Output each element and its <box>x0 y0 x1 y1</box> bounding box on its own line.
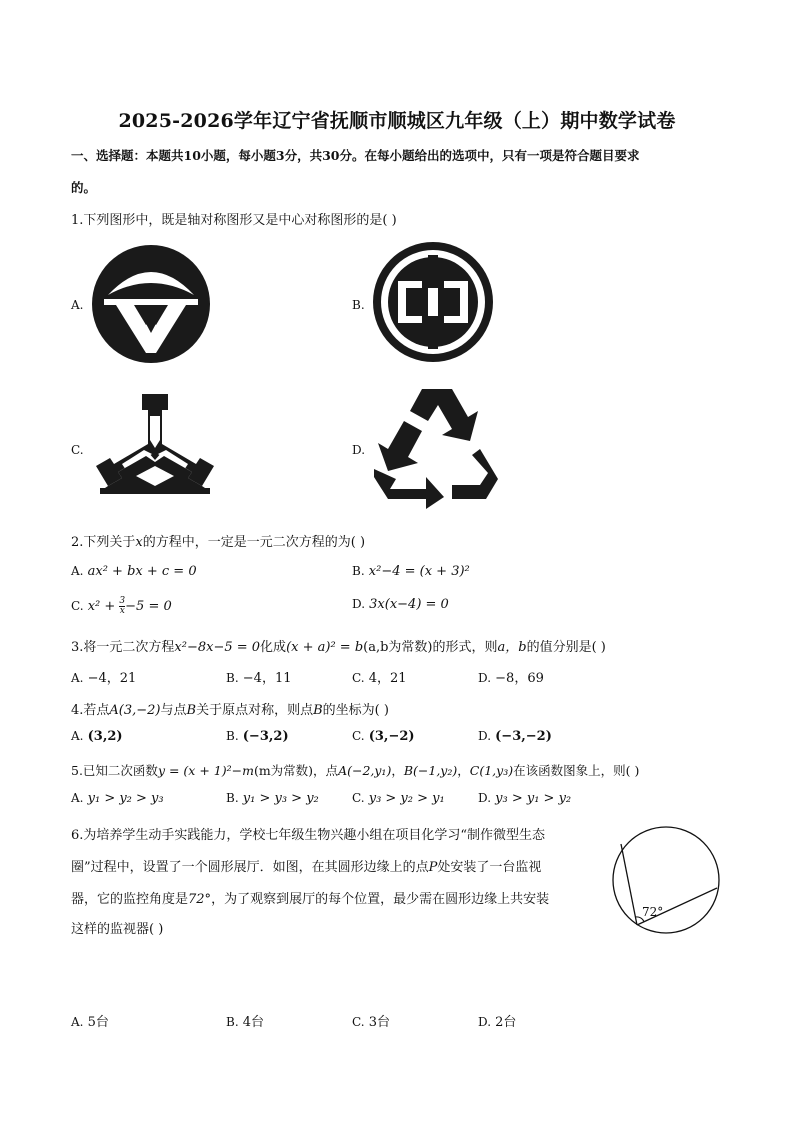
q4-stem-pre: 4.若点 <box>71 703 110 718</box>
q4-option-a-value: (3,2) <box>87 729 123 744</box>
q5-stem-pre: 5.已知二次函数 <box>71 763 158 778</box>
q5-option-d-label: D. <box>478 791 492 805</box>
q2-stem-post: 的方程中，一定是一元二次方程的为( ) <box>142 535 366 550</box>
q5-stem: 5.已知二次函数y = (x + 1)²−m(m为常数)，点A(−2,y₁)，B(−1,y₂)，C(1,y₃)在该函数图象上，则( ) <box>71 763 640 778</box>
q3-stem <box>71 636 606 655</box>
q5-option-d <box>478 791 571 806</box>
q5-point-a: A(−2,y₁) <box>338 763 392 778</box>
q6-line2-post: 处安装了一台监视 <box>437 860 542 875</box>
circle-angle-figure <box>604 824 724 936</box>
q5-option-d-value: y₃ > y₁ > y₂ <box>495 791 572 806</box>
q4-option-d <box>478 729 552 744</box>
q6-option-c <box>352 1011 390 1030</box>
q3-vars: a，b <box>497 640 527 655</box>
q5-func: y = (x + 1)²−m <box>157 763 254 778</box>
q2-option-d <box>352 597 449 612</box>
q6-line3 <box>71 888 549 907</box>
q3-option-a-label: A. <box>71 671 84 685</box>
q6-line2 <box>71 856 541 875</box>
figure-angle-label: 72° <box>642 905 664 919</box>
q3-stem-post: 的形式，则 <box>432 640 498 655</box>
q2-option-b <box>352 564 470 579</box>
q2-option-a-expr: ax² + bx + c = 0 <box>87 564 197 579</box>
q2-option-c-label: C. <box>71 599 84 613</box>
recycle-icon <box>370 385 504 511</box>
q3-eq2: (x + a)² = b <box>286 640 364 655</box>
q6-option-c-value: 3台 <box>368 1015 390 1030</box>
q4-point-a: A(3,−2) <box>109 703 161 718</box>
q6-line2-var: P <box>428 860 438 875</box>
q5-comma: ，点 <box>313 763 339 778</box>
q6-option-d-value: 2台 <box>495 1015 517 1030</box>
logo-circle-v-icon <box>90 243 212 365</box>
q4-b2: B <box>313 703 323 718</box>
q4-option-c-value: (3,−2) <box>368 729 415 744</box>
q4-mid2: 关于原点对称，则点 <box>196 703 314 718</box>
q5-option-b-label: B. <box>226 791 239 805</box>
q4-option-a-label: A. <box>71 729 84 743</box>
q5-option-a-label: A. <box>71 791 84 805</box>
q6-option-a-value: 5台 <box>87 1015 109 1030</box>
q6-line3-angle: 72° <box>188 892 212 907</box>
q3-eq1: x²−8x−5 = 0 <box>174 640 261 655</box>
q2-option-d-expr: 3x(x−4) = 0 <box>369 597 449 612</box>
q4-option-b <box>226 729 289 744</box>
q3-option-c-value: 4，21 <box>368 671 407 686</box>
q4-option-b-label: B. <box>226 729 239 743</box>
q4-option-b-value: (−3,2) <box>242 729 289 744</box>
q2-option-d-label: D. <box>352 597 366 611</box>
q2-option-a-label: A. <box>71 564 84 578</box>
q2-option-b-expr: x²−4 = (x + 3)² <box>368 564 470 579</box>
section-heading-line1: 一、选择题：本题共10小题，每小题3分，共30分。在每小题给出的选项中，只有一项是符合题目要求 <box>71 148 640 163</box>
q6-line3-pre: 器，它的监控角度是 <box>71 892 189 907</box>
q4-b: B <box>186 703 197 718</box>
q3-stem-pre: 3.将一元二次方程 <box>71 640 175 655</box>
q3-option-c-label: C. <box>352 671 365 685</box>
q3-option-d <box>478 667 544 686</box>
q1-option-b-label: B. <box>352 298 365 312</box>
q3-option-a-value: −4，21 <box>87 671 137 686</box>
coin-zhong-icon <box>372 241 494 363</box>
q6-option-a-label: A. <box>71 1015 84 1029</box>
q5-point-b: B(−1,y₂) <box>403 763 458 778</box>
q2-option-a <box>71 564 197 579</box>
q6-option-b <box>226 1011 264 1030</box>
q1-option-a-label: A. <box>71 298 84 312</box>
q2-option-b-label: B. <box>352 564 365 578</box>
q5-point-c: C(1,y₃) <box>469 763 514 778</box>
q6-line2-pre: 圈”过程中，设置了一个圆形展厅．如图，在其圆形边缘上的点 <box>71 860 429 875</box>
q6-option-a <box>71 1011 109 1030</box>
q3-option-b-value: −4，11 <box>242 671 292 686</box>
q3-option-a <box>71 667 136 686</box>
q5-option-c <box>352 791 445 806</box>
q5-tail: 在该函数图象上，则( ) <box>513 763 640 778</box>
q2-option-c-expr-post: −5 = 0 <box>125 599 172 614</box>
q6-option-d <box>478 1011 516 1030</box>
q6-line4: 这样的监视器( ) <box>71 922 164 937</box>
q2-stem-var: x <box>135 535 143 550</box>
q5-option-c-label: C. <box>352 791 365 805</box>
q5-option-a <box>71 791 164 806</box>
q3-option-d-value: −8，69 <box>495 671 544 686</box>
q2-stem-pre: 2.下列关于 <box>71 535 136 550</box>
q3-option-b <box>226 667 292 686</box>
q5-option-b <box>226 791 319 806</box>
section-heading-line2: 的。 <box>71 180 97 195</box>
q5-paren: (m为常数) <box>253 763 314 778</box>
q3-mid: 化成 <box>260 640 287 655</box>
q4-mid: 与点 <box>160 703 187 718</box>
q4-option-a <box>71 729 123 744</box>
q4-option-c <box>352 729 415 744</box>
q2-option-c <box>71 597 172 616</box>
q3-option-b-label: B. <box>226 671 239 685</box>
q3-paren: (a,b为常数) <box>363 640 433 655</box>
q5-option-a-value: y₁ > y₂ > y₃ <box>87 791 164 806</box>
q6-option-d-label: D. <box>478 1015 492 1029</box>
q4-option-d-value: (−3,−2) <box>495 729 552 744</box>
page-title: 2025-2026学年辽宁省抚顺市顺城区九年级（上）期中数学试卷 <box>118 110 676 132</box>
q4-option-c-label: C. <box>352 729 365 743</box>
q6-line3-post: ，为了观察到展厅的每个位置，最少需在圆形边缘上共安装 <box>211 892 550 907</box>
q5-option-b-value: y₁ > y₃ > y₂ <box>242 791 319 806</box>
q3-option-c <box>352 667 407 686</box>
tri-arm-icon <box>92 390 218 508</box>
q6-option-b-label: B. <box>226 1015 239 1029</box>
q1-option-d-label: D. <box>352 443 366 457</box>
q6-option-b-value: 4台 <box>242 1015 265 1030</box>
q3-tail: 的值分别是( ) <box>526 640 606 655</box>
q4-option-d-label: D. <box>478 729 492 743</box>
q1-option-c-label: C. <box>71 443 84 457</box>
q5-option-c-value: y₃ > y₂ > y₁ <box>368 791 445 806</box>
q4-stem <box>71 699 389 718</box>
q1-stem: 1.下列图形中，既是轴对称图形又是中心对称图形的是( ) <box>71 213 397 228</box>
q2-option-c-den: x <box>119 606 125 616</box>
q6-option-c-label: C. <box>352 1015 365 1029</box>
q4-tail: 的坐标为( ) <box>322 703 389 718</box>
q6-line1: 6.为培养学生动手实践能力，学校七年级生物兴趣小组在项目化学习“制作微型生态 <box>71 828 546 843</box>
q2-stem <box>71 531 365 550</box>
q2-option-c-num: 3 <box>119 596 126 606</box>
q3-option-d-label: D. <box>478 671 492 685</box>
q2-option-c-expr-pre: x² + <box>87 599 120 614</box>
